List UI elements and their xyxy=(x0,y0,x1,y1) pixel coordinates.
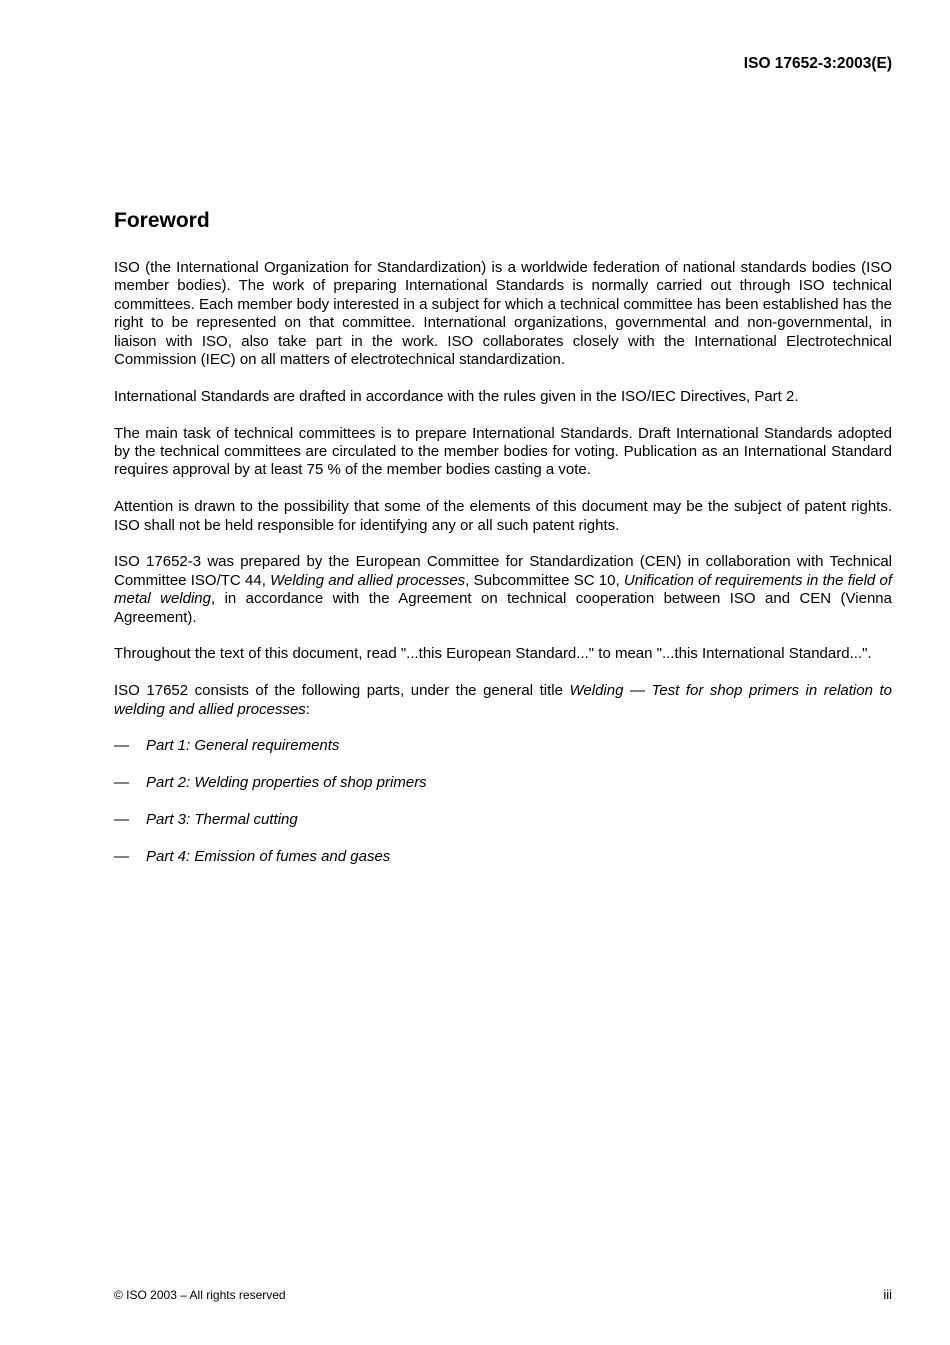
list-item-part-4 xyxy=(114,848,892,866)
parts-list xyxy=(114,737,892,866)
general-title: Welding — Test for shop primers in relation to welding and allied processes xyxy=(114,682,892,718)
paragraph-patent-rights: Attention is drawn to the possibility that some of the elements of this document may be the subject of patent rights. ISO shall not be held responsible for identifying any or all such patent rights. xyxy=(114,498,892,534)
part-label: Part 2: Welding properties of shop primers xyxy=(146,774,427,792)
page-title: Foreword xyxy=(114,209,210,232)
list-dash: — xyxy=(114,774,129,792)
list-dash: — xyxy=(114,847,129,865)
part-label: Part 3: Thermal cutting xyxy=(146,811,298,829)
paragraph-directives: International Standards are drafted in accordance with the rules given in the ISO/IEC Directives, Part 2. xyxy=(114,387,799,405)
list-item-part-1 xyxy=(114,737,892,755)
parts-intro-text-2: : xyxy=(305,700,310,718)
list-dash: — xyxy=(114,737,129,755)
document-reference: ISO 17652-3:2003(E) xyxy=(743,55,892,72)
part-label: Part 1: General requirements xyxy=(146,737,340,755)
list-item-part-3 xyxy=(114,811,892,829)
paragraph-iso-intro: ISO (the International Organization for Standardization) is a worldwide federation of national standards bodies (ISO member bodies). The work of preparing International Standards is normally carried out through ISO technical committees. Each member body interested in a subject for which a technical committee has been established has the right to be represented on that committee. International organizations, governmental and non-governmental, in liaison with ISO, also take part in the work. ISO collaborates closely with the International Electrotechnical Commission (IEC) on all matters of electrotechnical standardization. xyxy=(114,259,892,369)
paragraph-committees-task: The main task of technical committees is to prepare International Standards. Draft International Standards adopted by the technical committees are circulated to the member bodies for voting. Publication as an International Standard requires approval by at least 75 % of the member bodies casting a vote. xyxy=(114,424,892,479)
preparation-text-1: ISO 17652-3 was prepared by the European Committee for Standardization (CEN) in collaboration with Technical Committee ISO/TC 44, xyxy=(114,553,892,589)
list-dash: — xyxy=(114,811,129,829)
paragraph-parts-intro xyxy=(114,682,892,719)
preparation-text-3: , in accordance with the Agreement on technical cooperation between ISO and CEN (Vienna Agreement). xyxy=(114,590,892,626)
parts-intro-text-1: ISO 17652 consists of the following parts, under the general title xyxy=(114,682,570,700)
committee-title: Welding and allied processes xyxy=(270,571,466,589)
part-label: Part 4: Emission of fumes and gases xyxy=(146,847,391,865)
paragraph-preparation xyxy=(114,553,892,627)
paragraph-reading-note: Throughout the text of this document, read "...this European Standard..." to mean "...this International Standard...". xyxy=(114,645,872,663)
preparation-text-2: , Subcommittee SC 10, xyxy=(465,571,624,589)
list-item-part-2 xyxy=(114,774,892,792)
page-number: iii xyxy=(883,1287,892,1302)
foreword-body xyxy=(114,259,892,885)
copyright-notice: © ISO 2003 – All rights reserved xyxy=(114,1288,286,1302)
subcommittee-title: Unification of requirements in the field of metal welding xyxy=(114,571,893,608)
